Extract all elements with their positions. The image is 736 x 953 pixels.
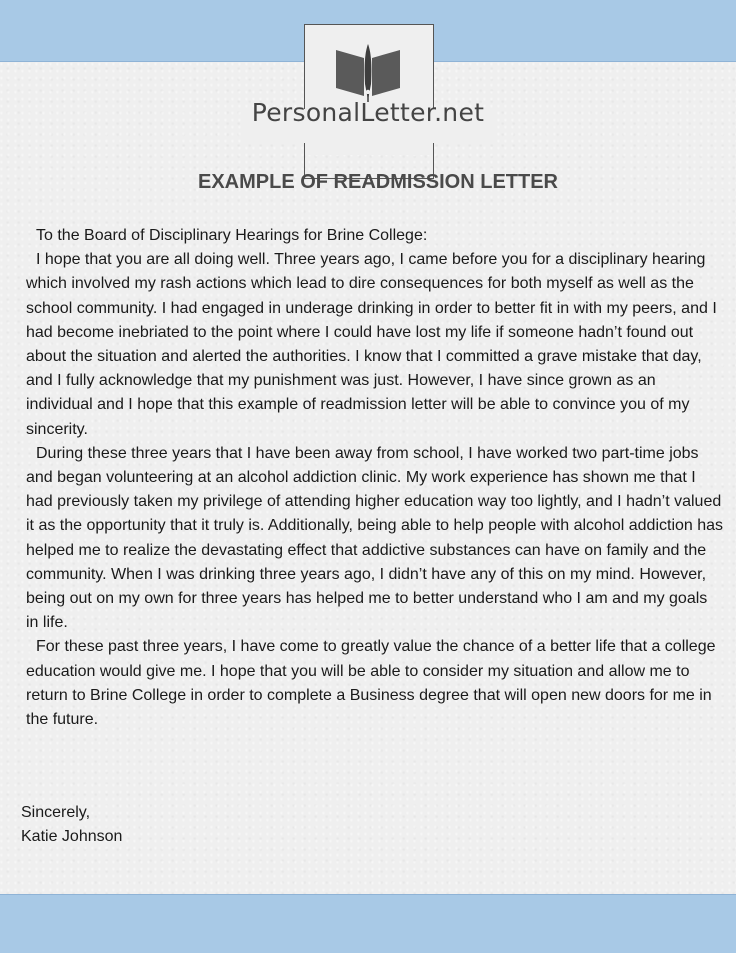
paragraph: During these three years that I have been away from school, I have worked two part-time jobs and began volunteering at an alcohol addiction clinic. My work experience has shown me that I had previously taken my privilege of attending higher education way too lightly, and I hadn’t valued it as the opportunity that it truly is. Additionally, being able to help people with alcohol addiction has helped me to realize the devastating effect that addictive substances can have on family and the community. When I was drinking three years ago, I didn’t have any of this on my mind. However, being out on my own for three years has helped me to better understand who I am and my goals in life. xyxy=(26,444,724,632)
closing-line: Sincerely, xyxy=(21,804,91,821)
paragraph: For these past three years, I have come to greatly value the chance of a better life that a college education would give me. I hope that you will be able to consider my situation and allow me to return to Brine College in order to complete a Business degree that will open new doors for me in the future. xyxy=(26,638,716,729)
signature: Katie Johnson xyxy=(21,828,123,845)
page-title: EXAMPLE OF READMISSION LETTER xyxy=(197,171,559,193)
site-name: PersonalLetter.net xyxy=(251,98,485,127)
paragraph: I hope that you are all doing well. Three years ago, I came before you for a disciplinary hearing which involved my rash actions which lead to dire consequences for both myself as well as the school community. I had engaged in underage drinking in order to better fit in with my peers, and I had become inebriated to the point where I could have lost my life if someone hadn’t found out about the situation and alerted the authorities. I know that I committed a grave mistake that day, and I fully acknowledge that my punishment was just. However, I have since grown as an individual and I hope that this example of readmission letter will be able to convince you of my sincerity. xyxy=(26,251,717,438)
salutation: To the Board of Disciplinary Hearings for Brine College: xyxy=(36,227,428,244)
bottom-band xyxy=(0,894,736,953)
letter-body xyxy=(26,224,724,732)
letter-closing xyxy=(21,801,122,849)
book-pen-icon xyxy=(334,44,402,106)
